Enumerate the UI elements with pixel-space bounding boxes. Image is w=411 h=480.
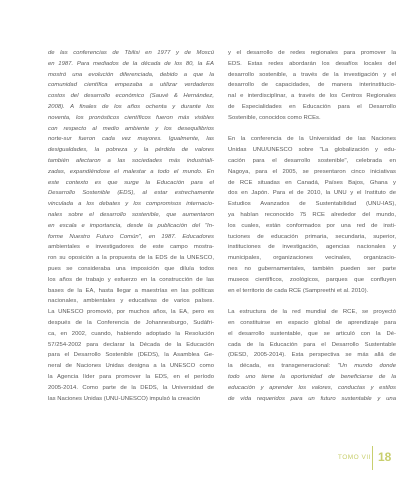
text-line: (DESD, 2005-2014). Esta perspectiva se más allá de [228,352,396,359]
text-line: para el Desarrollo Sostenible (DEDS), la Asamblea Ge- [48,352,214,359]
text-line: también afectaron a las sociedades más industriali- [48,157,214,164]
text-line: instituciones de investigación, agencias nacionales y [228,244,396,251]
text-line: educación y aprender los valores, conductas y estilos [228,384,396,391]
text-line: zadas, expandiéndose el malestar a todo el mundo. En [48,168,214,175]
text-line: desarrollo de capacidades, de manera interinstitucio- [228,82,396,89]
text-line: todo uno tiene la oportunidad de beneficiarse de la [228,373,396,380]
text-line: noventa, los pronósticos científicos fueron más visibles [48,114,214,121]
text-line: museos científicos, zoológicos, parques que confluyen [228,276,396,283]
text-line: ya habían reconocido 75 RCE alrededor del mundo, [228,211,396,218]
text-line: 2005-2014. Como parte de la DEDS, la Universidad de [48,384,214,391]
text-line: nes no gubernamentales, también pueden ser parte [228,265,396,272]
text-line: Desarrollo Sostenible (EDS), al estar estrechamente [48,190,214,197]
paragraph-gap [228,124,396,135]
text-line: En la conferencia de la Universidad de las Naciones [228,136,396,143]
text-line: norte-sur fueron cada vez mayores. Igualmente, las [48,136,214,143]
text-line: cación para el desarrollo sostenible", celebrada en [228,157,396,164]
text-line: después de la Conferencia de Johannesburgo, Sudáfri- [48,319,214,326]
text-line: ron su oposición a la propuesta de la EDS de la UNESCO, [48,255,214,262]
text-line: neral de Naciones Unidas designa a la UNESCO como [48,363,214,370]
text-line: con respecto al medio ambiente y los desequilibrios [48,125,214,132]
text-line: la Agencia líder para promover la EDS, en el período [48,373,214,380]
text-line: dos en Japón. Para el de 2010, la UNU y el Instituto de [228,190,396,197]
text-line: la década, es transgeneracional: "Un mundo donde [228,363,396,370]
paragraph [228,307,396,404]
text-line: La UNESCO promovió, por muchos años, la EA, pero es [48,309,214,316]
text-line: en 1987. Para mediados de la década de los 80, la EA [48,60,214,67]
text-line: y el desarrollo de redes regionales para promover la [228,50,396,56]
text-line: 57/254-2002 para declarar la Década de la Educación [48,341,214,348]
text-line: de RCE situadas en Canadá, Países Bajos, Ghana y [228,179,396,186]
right-text-column [228,48,396,404]
text-line: de Especialidades en Educación para el Desarrollo [228,103,396,110]
text-line: en constituirse en espacio global de aprendizaje para [228,319,396,326]
text-line: cada de la Educación para el Desarrollo Sustentable [228,341,396,348]
text-line: nacionales, ambientales y educativas de varios países. [48,298,214,305]
text-line: municipales, organizaciones vecinales, organizacio- [228,255,396,262]
text-line: Nagoya, para el 2005, se presentaron cinco iniciativas [228,168,396,175]
text-line: EDS. Estas redes abordarán los desafíos locales del [228,60,396,67]
text-line: pues se consideraba una imposición que diluía todos [48,265,214,272]
text-line: forme Nuestro Futuro Común", en 1987. Educadores [48,233,214,240]
text-line: tuciones de educación primaria, secundaria, superior, [228,233,396,240]
page-number: 18 [378,450,392,464]
text-line: los años de trabajo y esfuerzo en la construcción de las [48,276,214,283]
left-text-column [48,48,214,404]
text-line: Unidas UNU/UNESCO sobre "La globalización y edu- [228,147,396,154]
text-line: desarrollo sostenible, a través de la investigación y el [228,71,396,78]
text-line: ca, en 2002, cuando, habiendo adoptado la Resolución [48,330,214,337]
paragraph-gap [228,296,396,307]
text-line: ambientales e investigadores de este campo mostra- [48,244,214,251]
text-line: las Naciones Unidas (UNU-UNESCO) impulsó la creación [48,395,201,402]
text-line: bases de la EA, hasta llegar a maestrías en las políticas [48,287,214,294]
text-line: La estructura de la red mundial de RCE, se proyectó [228,309,396,316]
text-line: en escala e importancia, desde la publicación del "In- [48,222,214,229]
page-footer [320,446,411,476]
text-line: Sostenible, conocidos como RCEs. [228,114,321,121]
text-line: nales sobre el desarrollo sostenible, que aumentaron [48,211,214,218]
footer-divider [372,446,373,470]
text-line: 2008). A finales de los años ochenta y durante los [48,103,214,110]
text-line: de las conferencias de Tbilisi en 1977 y de Moscú [48,50,214,56]
text-line: comunidad científica empezaba a utilizar verdaderos [48,82,214,89]
text-line: el desarrollo sustentable, que se articuló con la Dé- [228,330,396,337]
text-line: nal e interdisciplinar, a través de los Centros Regionales [228,93,396,100]
text-line: este contexto es que surge la Educación para el [48,179,214,186]
text-line: de vida requeridos para un futuro sustentable y una [228,395,396,402]
text-line: los cuales, están conformados por una red de insti- [228,222,396,229]
text-line: en el territorio de cada RCE (Sampreethi et al. 2010). [228,287,369,294]
text-line: Estudios Avanzados de Sustentabilidad (UNU-IAS), [228,201,396,208]
volume-label: TOMO VII [337,454,371,461]
text-line: desigualdades, la pobreza y la pérdida de valores [48,147,214,154]
paragraph [228,48,396,124]
text-line: vinculada a los debates y los compromisos internacio- [48,201,214,208]
paragraph [228,134,396,296]
text-line: mostró una evolución diferenciada, debido a que la [48,71,214,78]
text-line: costos del desarrollo económico (Sauvé & Hernández, [48,93,214,100]
